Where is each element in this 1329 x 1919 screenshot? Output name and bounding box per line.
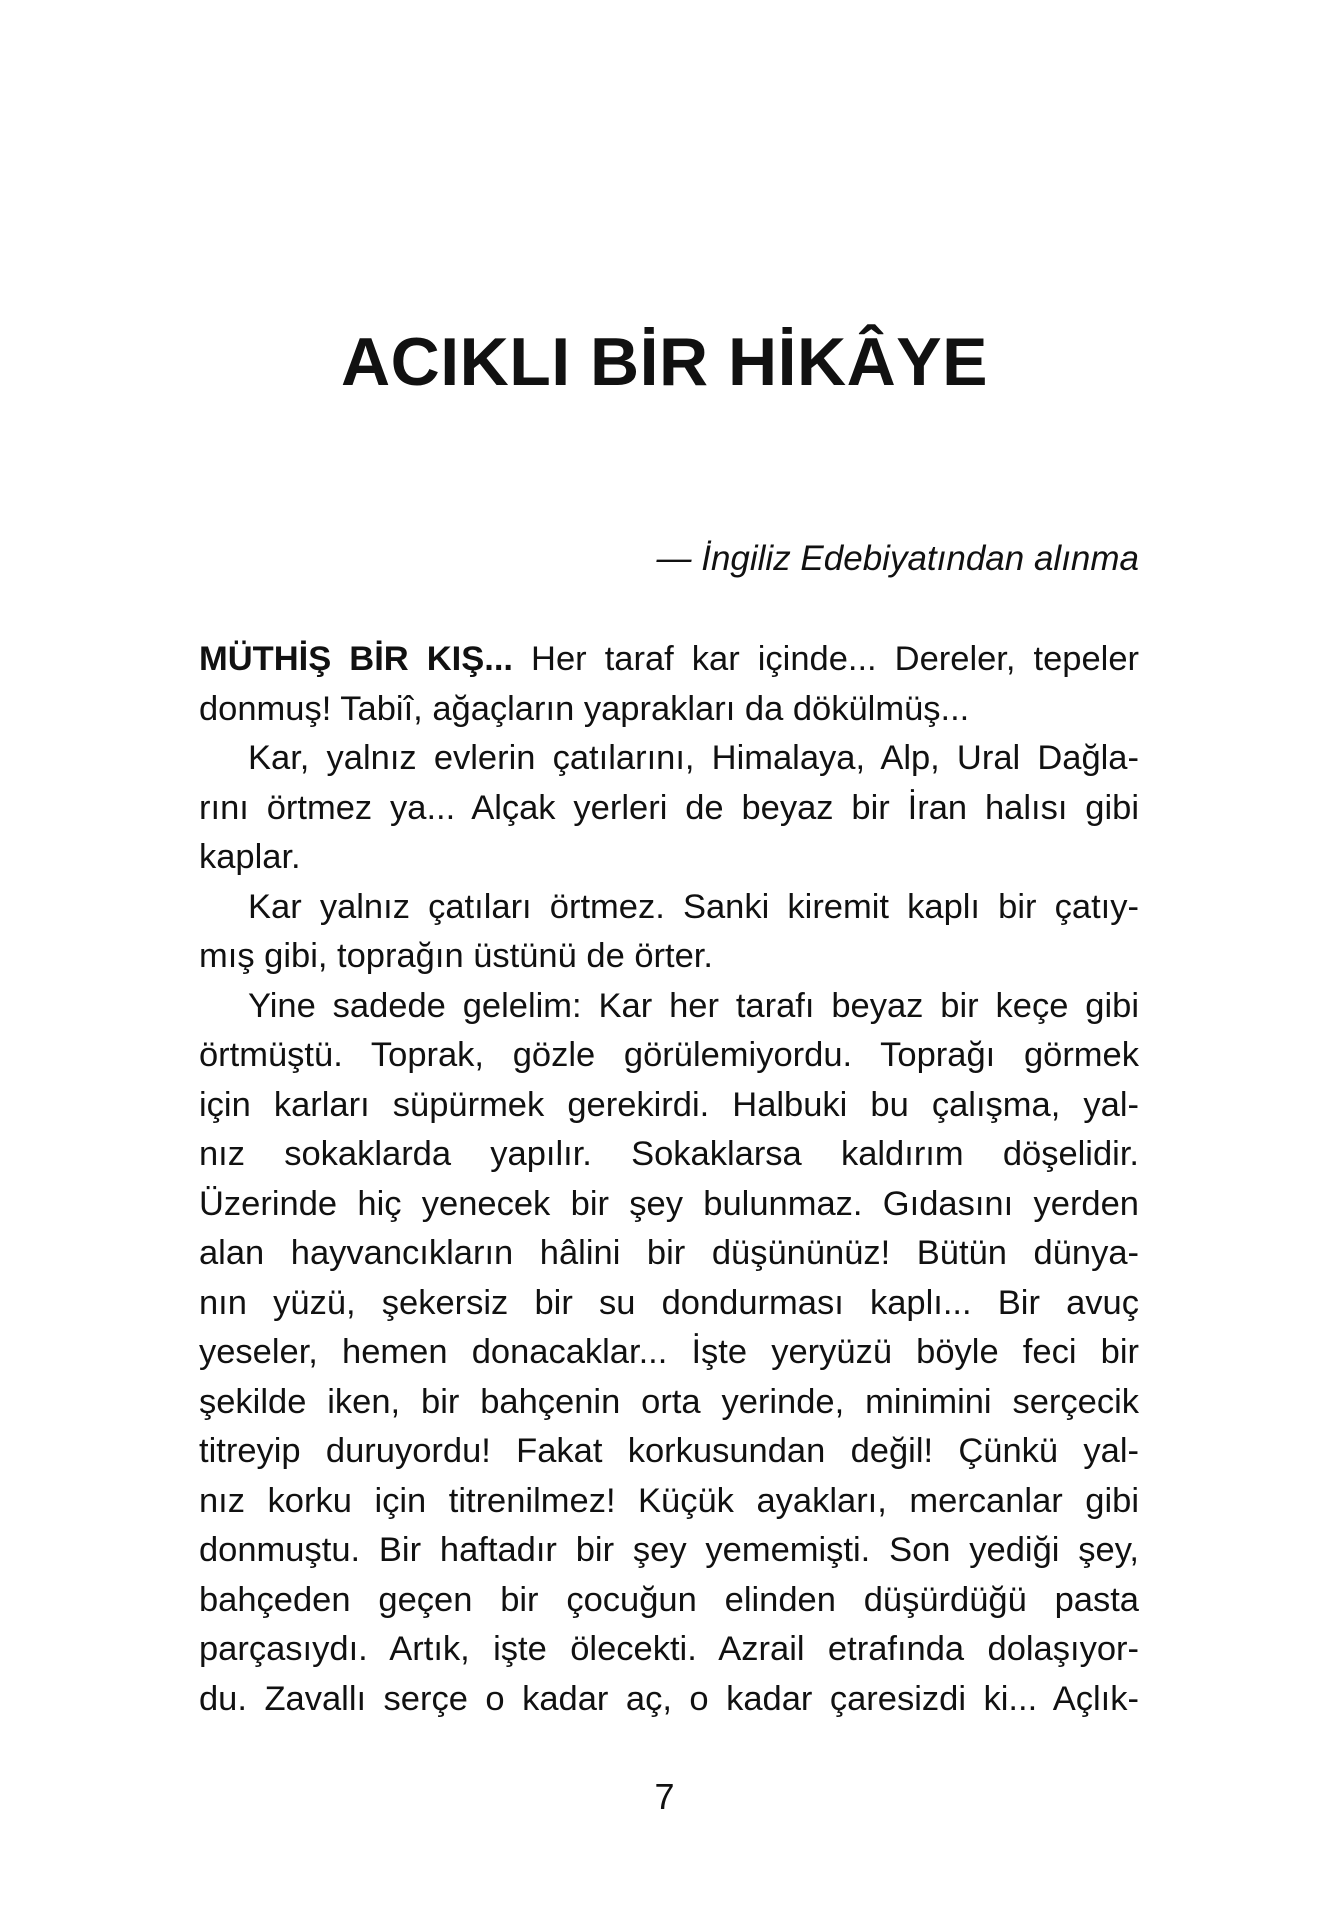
body-line: du. Zavallı serçe o kadar aç, o kadar çaresizdi ki... Açlık- [199,1679,1139,1718]
body-line [199,635,1139,685]
body-line: için karları süpürmek gerekirdi. Halbuki bu çalışma, yal- [199,1085,1139,1124]
body-line: Üzerinde hiç yenecek bir şey bulunmaz. Gıdasını yerden [199,1184,1139,1223]
body-line: şekilde iken, bir bahçenin orta yerinde, minimini serçecik [199,1382,1139,1421]
body-line: alan hayvancıkların hâlini bir düşününüz! Bütün dünya- [199,1234,1139,1272]
body-line: parçasıydı. Artık, işte ölecekti. Azrail etrafında dolaşıyor- [199,1630,1139,1668]
story-title: ACIKLI BİR HİKÂYE [341,324,988,400]
body-line: Kar yalnız çatıları örtmez. Sanki kiremit kaplı bir çatıy- [248,887,1139,926]
body-line: donmuştu. Bir haftadır bir şey yememişti. Son yediği şey, [199,1531,1139,1569]
body-line: rını örtmez ya... Alçak yerleri de beyaz bir İran halısı gibi [199,788,1139,827]
body-line: nın yüzü, şekersiz bir su dondurması kaplı... Bir avuç [199,1283,1139,1322]
epigraph: — İngiliz Edebiyatından alınma [656,539,1139,578]
body-line: bahçeden geçen bir çocuğun elinden düşürdüğü pasta [199,1580,1139,1619]
story-body [199,635,1139,1724]
body-line: titreyip duruyordu! Fakat korkusundan değil! Çünkü yal- [199,1432,1139,1470]
body-line: mış gibi, toprağın üstünü de örter. [199,937,713,975]
body-line: Yine sadede gelelim: Kar her tarafı beyaz bir keçe gibi [248,986,1139,1025]
page-number: 7 [654,1776,675,1817]
body-line: yeseler, hemen donacaklar... İşte yeryüzü böyle feci bir [199,1333,1139,1371]
body-line: kaplar. [199,838,301,876]
body-line: Kar, yalnız evlerin çatılarını, Himalaya, Alp, Ural Dağla- [248,739,1139,777]
body-line: nız sokaklarda yapılır. Sokaklarsa kaldırım döşelidir. [199,1135,1139,1173]
body-line: nız korku için titrenilmez! Küçük ayakları, mercanlar gibi [199,1481,1139,1520]
body-line-text: Her taraf kar içinde... Dereler, tepeler [513,640,1140,678]
body-line: örtmüştü. Toprak, gözle görülemiyordu. Toprağı görmek [199,1036,1139,1074]
opening-phrase: MÜTHİŞ BİR KIŞ... [199,640,514,678]
body-line: donmuş! Tabiî, ağaçların yaprakları da dökülmüş... [199,689,970,728]
